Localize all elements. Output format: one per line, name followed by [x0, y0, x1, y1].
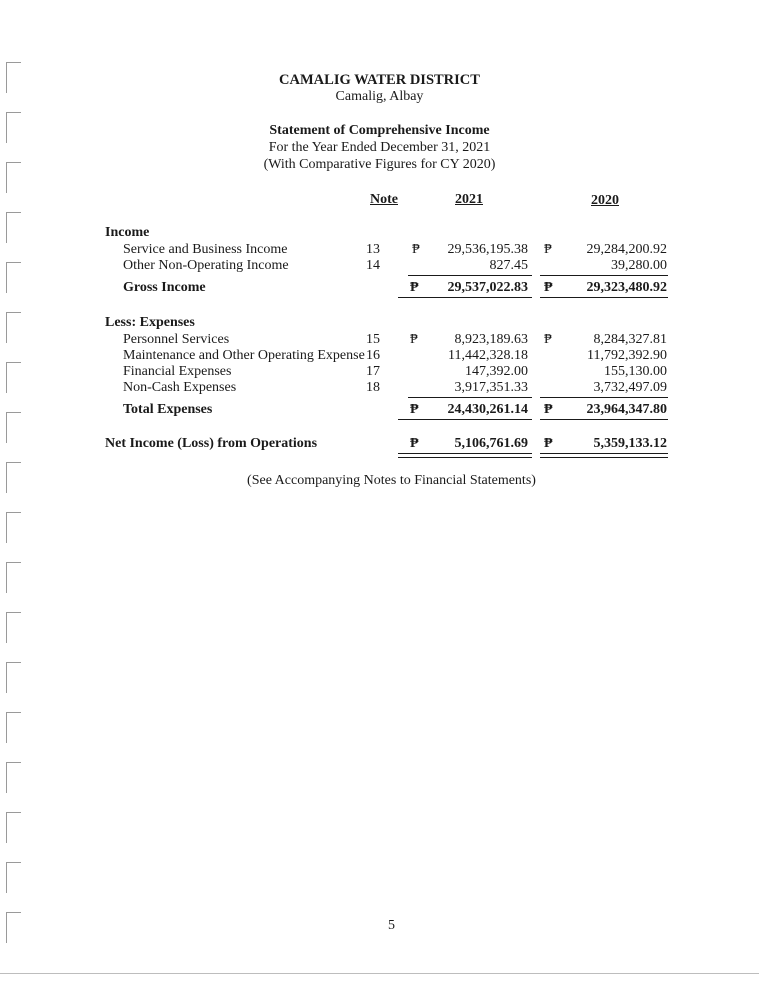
column-header-note: Note: [370, 192, 398, 207]
entity-name: CAMALIG WATER DISTRICT: [279, 72, 480, 88]
amount-2021: 8,923,189.63: [454, 332, 528, 347]
row-note: 18: [366, 380, 380, 395]
double-underline: [398, 453, 532, 458]
peso-sign: ₱: [412, 242, 420, 257]
binder-mark: [6, 312, 21, 343]
total-rule: [398, 419, 532, 420]
row-label: Other Non-Operating Income: [123, 258, 289, 273]
statement-comparative: (With Comparative Figures for CY 2020): [263, 157, 496, 172]
amount-2021: 3,917,351.33: [454, 380, 528, 395]
row-label: Personnel Services: [123, 332, 230, 347]
amount-2020: 29,284,200.92: [586, 242, 667, 257]
row-label: Maintenance and Other Operating Expense: [123, 348, 365, 363]
peso-sign: ₱: [410, 402, 419, 417]
total-rule: [398, 297, 532, 298]
row-note: 17: [366, 364, 380, 379]
subtotal-rule: [408, 397, 532, 398]
row-note: 15: [366, 332, 380, 347]
gross-income-2021: 29,537,022.83: [447, 280, 528, 295]
amount-2021: 147,392.00: [465, 364, 528, 379]
peso-sign: ₱: [410, 332, 418, 347]
total-expenses-label: Total Expenses: [123, 402, 213, 417]
binder-mark: [6, 262, 21, 293]
row-note: 16: [366, 348, 380, 363]
peso-sign: ₱: [544, 402, 553, 417]
peso-sign: ₱: [410, 280, 419, 295]
peso-sign: ₱: [544, 436, 553, 451]
subtotal-rule: [540, 275, 668, 276]
binder-mark: [6, 612, 21, 643]
amount-2021: 827.45: [489, 258, 528, 273]
binder-mark: [6, 412, 21, 443]
net-income-2021: 5,106,761.69: [454, 436, 528, 451]
binder-mark: [6, 662, 21, 693]
peso-sign: ₱: [410, 436, 419, 451]
row-label: Non-Cash Expenses: [123, 380, 237, 395]
binder-mark: [6, 512, 21, 543]
column-header-2020: 2020: [591, 193, 619, 208]
page-number: 5: [388, 918, 395, 933]
double-underline: [540, 453, 668, 458]
row-note: 13: [366, 242, 380, 257]
entity-location: Camalig, Albay: [335, 89, 424, 104]
binder-mark: [6, 362, 21, 393]
binder-mark: [6, 212, 21, 243]
amount-2020: 3,732,497.09: [593, 380, 667, 395]
total-rule: [540, 419, 668, 420]
statement-title: Statement of Comprehensive Income: [269, 123, 490, 138]
gross-income-2020: 29,323,480.92: [586, 280, 667, 295]
peso-sign: ₱: [544, 280, 553, 295]
expenses-heading: Less: Expenses: [105, 315, 195, 330]
subtotal-rule: [540, 397, 668, 398]
row-label: Service and Business Income: [123, 242, 288, 257]
total-expenses-2021: 24,430,261.14: [447, 402, 528, 417]
amount-2020: 11,792,392.90: [587, 348, 667, 363]
total-rule: [540, 297, 668, 298]
statement-period: For the Year Ended December 31, 2021: [268, 140, 491, 155]
income-heading: Income: [105, 225, 150, 240]
gross-income-label: Gross Income: [123, 280, 206, 295]
net-income-label: Net Income (Loss) from Operations: [105, 436, 318, 451]
footnote: (See Accompanying Notes to Financial Statements): [247, 473, 536, 488]
amount-2020: 39,280.00: [611, 258, 667, 273]
amount-2020: 8,284,327.81: [593, 332, 667, 347]
peso-sign: ₱: [544, 332, 552, 347]
binder-mark: [6, 562, 21, 593]
amount-2021: 29,536,195.38: [447, 242, 528, 257]
row-label: Financial Expenses: [123, 364, 232, 379]
scan-bottom-edge: [0, 973, 759, 974]
amount-2020: 155,130.00: [604, 364, 667, 379]
binder-mark: [6, 712, 21, 743]
peso-sign: ₱: [544, 242, 552, 257]
binder-mark: [6, 862, 21, 893]
total-expenses-2020: 23,964,347.80: [586, 402, 667, 417]
amount-2021: 11,442,328.18: [448, 348, 528, 363]
binder-mark: [6, 762, 21, 793]
net-income-2020: 5,359,133.12: [593, 436, 667, 451]
binder-mark: [6, 812, 21, 843]
column-header-2021: 2021: [455, 192, 483, 207]
subtotal-rule: [408, 275, 532, 276]
row-note: 14: [366, 258, 380, 273]
